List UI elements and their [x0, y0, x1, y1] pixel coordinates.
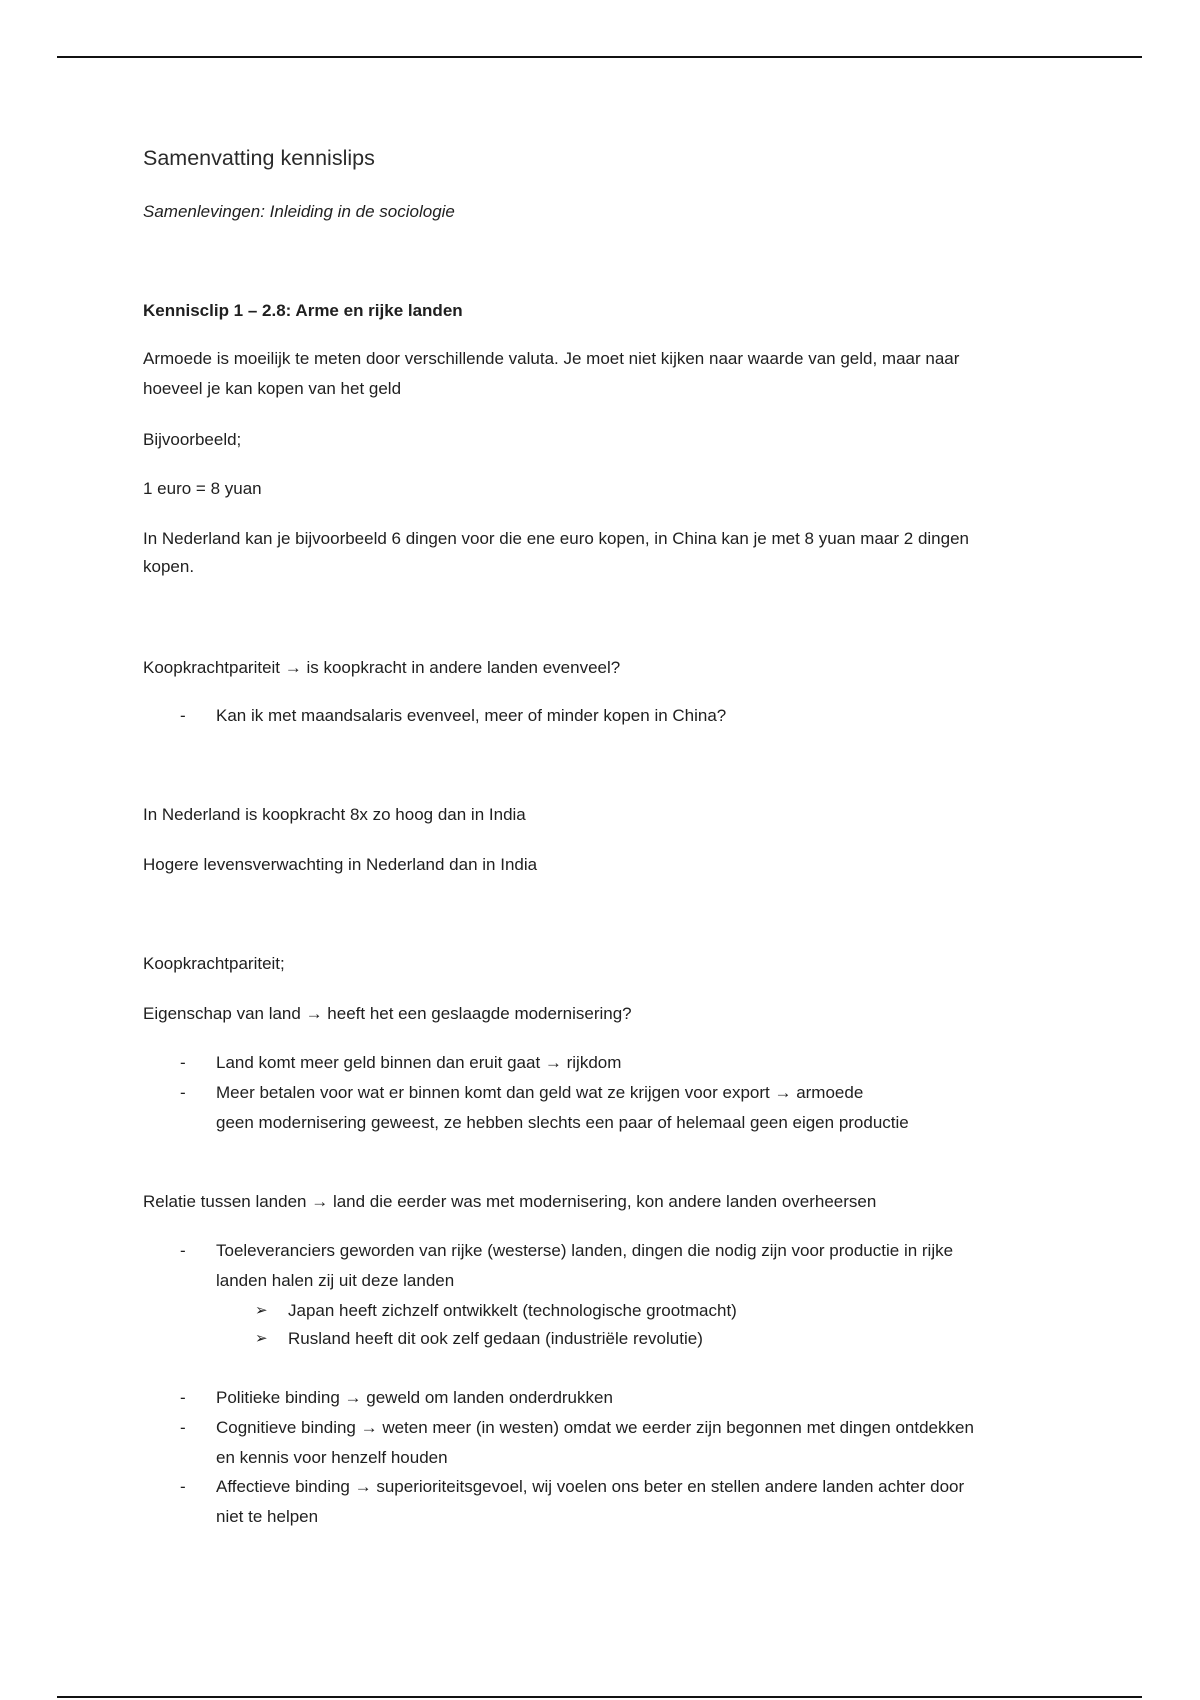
list-item: Toeleveranciers geworden van rijke (westerse) landen, dingen die nodig zijn voor productie in rijke	[216, 1241, 954, 1260]
sub-list-item: Japan heeft zichzelf ontwikkelt (technologische grootmacht)	[288, 1301, 737, 1320]
list-item-continued: niet te helpen	[216, 1507, 319, 1526]
list-item: Politieke binding → geweld om landen onderdrukken	[216, 1388, 613, 1407]
list-bullet: -	[180, 1477, 186, 1496]
list-bullet: -	[180, 1418, 186, 1437]
paragraph-5: Koopkrachtpariteit → is koopkracht in andere landen evenveel?	[143, 658, 621, 677]
paragraph-7: Hogere levensverwachting in Nederland dan in India	[143, 855, 538, 874]
document-title: Samenvatting kennislips	[143, 146, 375, 170]
list-bullet: -	[180, 1241, 186, 1260]
paragraph-9: Eigenschap van land → heeft het een geslaagde modernisering?	[143, 1004, 632, 1023]
document-subtitle: Samenlevingen: Inleiding in de sociologie	[143, 202, 455, 221]
paragraph-2: Bijvoorbeeld;	[143, 430, 242, 449]
paragraph-1-line-1: Armoede is moeilijk te meten door verschillende valuta. Je moet niet kijken naar waarde van geld, maar naar	[143, 349, 960, 368]
list-bullet: -	[180, 706, 186, 725]
list-item-continued: geen modernisering geweest, ze hebben slechts een paar of helemaal geen eigen productie	[216, 1113, 909, 1132]
list-item: Cognitieve binding → weten meer (in westen) omdat we eerder zijn begonnen met dingen ontdekken	[216, 1418, 974, 1437]
paragraph-4-line-1: In Nederland kan je bijvoorbeeld 6 dingen voor die ene euro kopen, in China kan je met 8 yuan maar 2 dingen	[143, 529, 969, 548]
section-heading: Kennisclip 1 – 2.8: Arme en rijke landen	[143, 301, 463, 320]
paragraph-1-line-2: hoeveel je kan kopen van het geld	[143, 379, 402, 398]
paragraph-10: Relatie tussen landen → land die eerder was met modernisering, kon andere landen overheersen	[143, 1192, 877, 1211]
list-bullet: -	[180, 1388, 186, 1407]
list-item: Kan ik met maandsalaris evenveel, meer of minder kopen in China?	[216, 706, 727, 725]
sub-list-item: Rusland heeft dit ook zelf gedaan (industriële revolutie)	[288, 1329, 703, 1348]
list-bullet: -	[180, 1053, 186, 1072]
paragraph-3: 1 euro = 8 yuan	[143, 479, 262, 498]
paragraph-4-line-2: kopen.	[143, 557, 195, 576]
footer-rule	[57, 1696, 1142, 1698]
arrow-bullet-icon: ➢	[255, 1302, 268, 1319]
list-item: Affectieve binding → superioriteitsgevoel, wij voelen ons beter en stellen andere landen achter door	[216, 1477, 965, 1496]
list-item-continued: landen halen zij uit deze landen	[216, 1271, 455, 1290]
list-item-continued: en kennis voor henzelf houden	[216, 1448, 448, 1467]
header-rule	[57, 56, 1142, 58]
paragraph-8: Koopkrachtpariteit;	[143, 954, 285, 973]
paragraph-6: In Nederland is koopkracht 8x zo hoog dan in India	[143, 805, 526, 824]
list-bullet: -	[180, 1083, 186, 1102]
list-item: Land komt meer geld binnen dan eruit gaat → rijkdom	[216, 1053, 622, 1072]
list-item: Meer betalen voor wat er binnen komt dan geld wat ze krijgen voor export → armoede	[216, 1083, 864, 1102]
arrow-bullet-icon: ➢	[255, 1330, 268, 1347]
